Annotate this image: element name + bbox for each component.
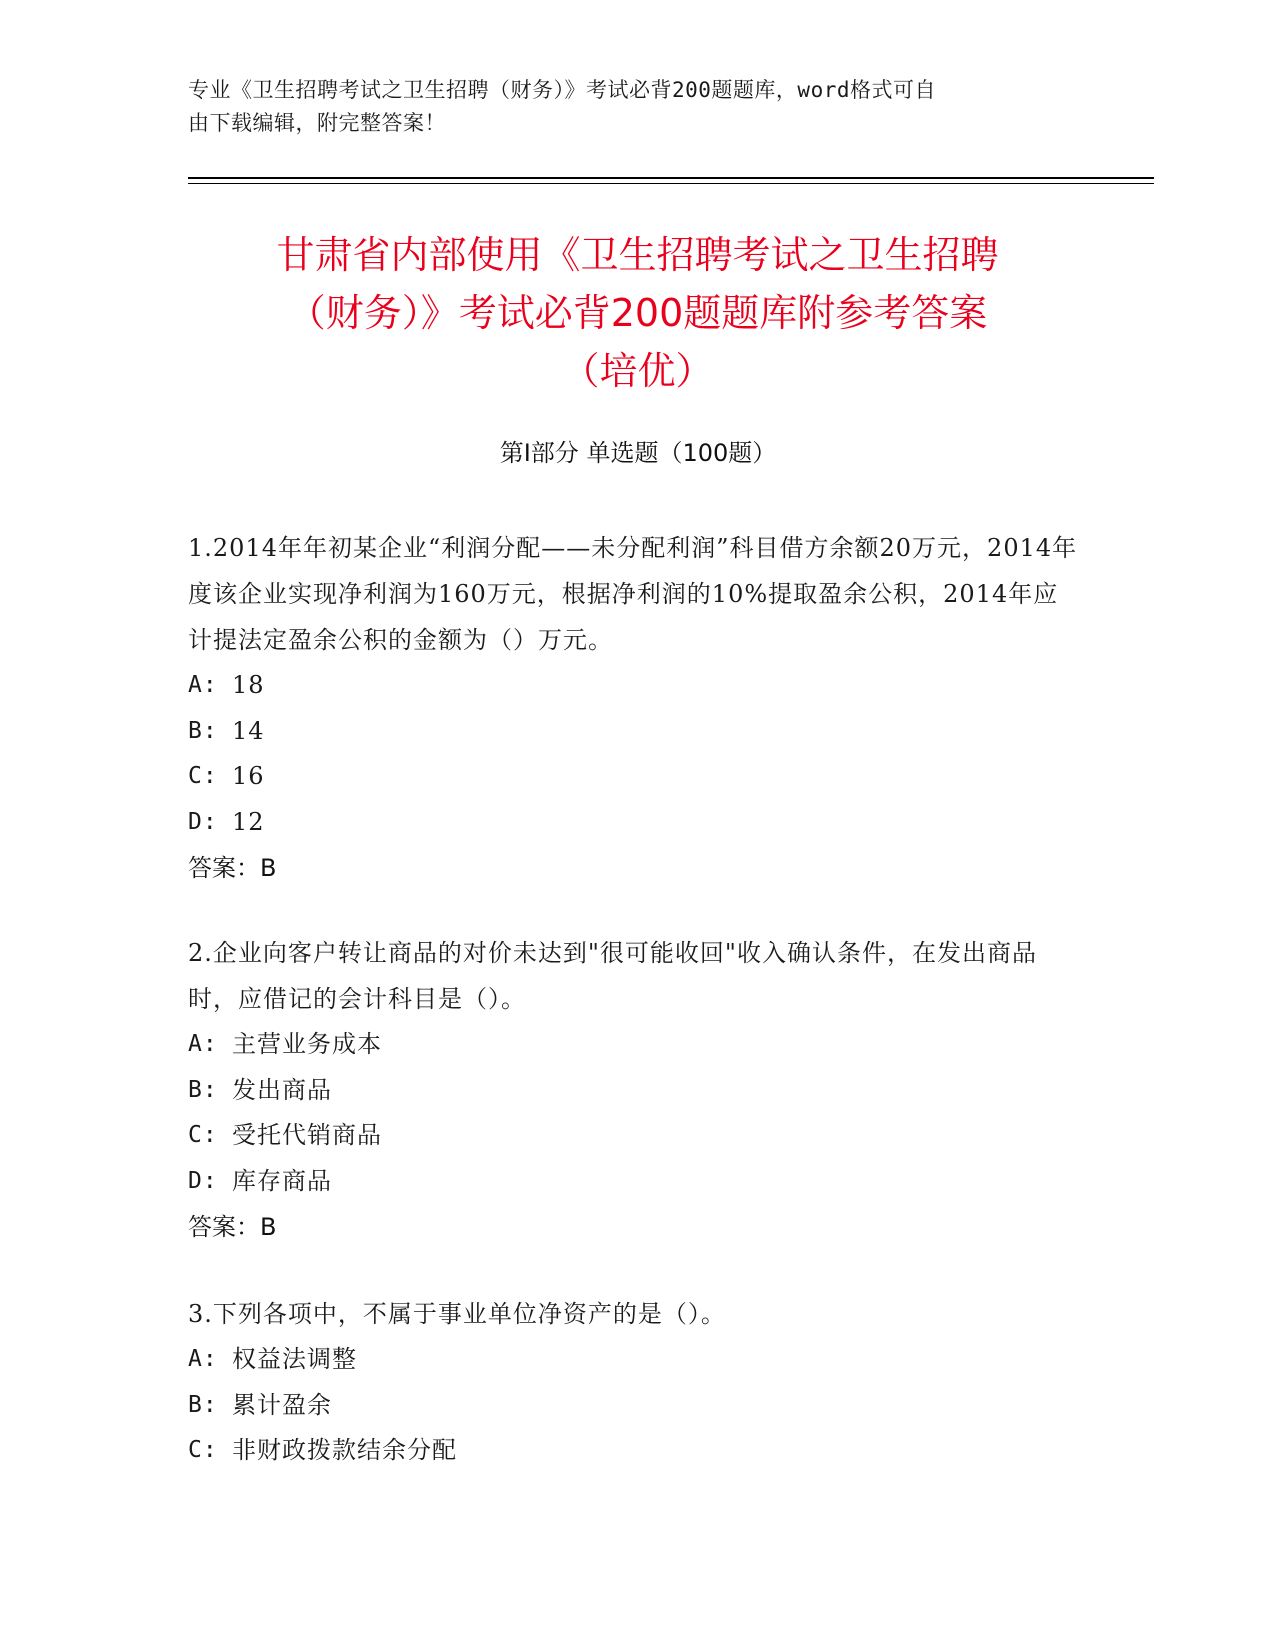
answer-line: 答案：B <box>188 1213 277 1241</box>
option-text: 库存商品 <box>232 1166 332 1195</box>
question-stem: 1.2014年年初某企业“利润分配——未分配利润”科目借方余额20万元，2014年度该企业实现净利润为160万元，根据净利润的10%提取盈余公积，2014年应计提法定盈余公积的金额为（）万元。 <box>188 534 1078 654</box>
option-text: 12 <box>232 807 265 836</box>
section-heading: 第I部分 单选题（100题） <box>499 439 777 467</box>
option-text: 14 <box>232 716 265 745</box>
option-letter: D: <box>188 808 218 835</box>
option-letter: D: <box>188 1167 218 1194</box>
option-b <box>188 1383 1078 1429</box>
question-2 <box>188 930 1078 1250</box>
option-c <box>188 1428 1078 1474</box>
option-b <box>188 1068 1078 1114</box>
option-letter: A: <box>188 1346 218 1372</box>
answer-line: 答案：B <box>188 854 277 882</box>
option-d <box>188 800 1078 846</box>
option-c <box>188 754 1078 800</box>
option-text: 18 <box>232 671 265 699</box>
document-title <box>190 226 1085 400</box>
document-title-line-3: （培优） <box>561 349 714 393</box>
header-note-line-1: 专业《卫生招聘考试之卫生招聘（财务）》考试必背200题题库，word格式可自 <box>188 78 936 102</box>
option-letter: A: <box>188 672 218 698</box>
header-rule-thick <box>188 177 1154 179</box>
question-1 <box>188 525 1078 891</box>
option-c <box>188 1113 1078 1159</box>
option-letter: B: <box>188 1391 218 1418</box>
question-stem: 3.下列各项中，不属于事业单位净资产的是（）。 <box>188 1300 726 1328</box>
question-3 <box>188 1291 1078 1474</box>
header-note-line-2: 由下载编辑，附完整答案！ <box>188 111 446 135</box>
option-letter: A: <box>188 1031 218 1057</box>
option-a <box>188 1337 1078 1383</box>
option-letter: C: <box>188 1437 218 1463</box>
option-a <box>188 663 1078 709</box>
option-letter: B: <box>188 1076 218 1103</box>
option-text: 16 <box>232 762 265 790</box>
header-rule-thin <box>188 183 1154 184</box>
option-text: 主营业务成本 <box>232 1030 382 1058</box>
header-note <box>188 74 1068 140</box>
option-text: 受托代销商品 <box>232 1121 382 1149</box>
option-text: 发出商品 <box>232 1075 332 1104</box>
document-title-line-1: 甘肃省内部使用《卫生招聘考试之卫生招聘 <box>276 233 999 277</box>
document-title-line-2: （财务）》考试必背200题题库附参考答案 <box>287 291 988 335</box>
option-d <box>188 1159 1078 1205</box>
question-stem: 2.企业向客户转让商品的对价未达到"很可能收回"收入确认条件，在发出商品时，应借记的会计科目是（）。 <box>188 939 1037 1013</box>
option-text: 权益法调整 <box>232 1345 357 1373</box>
option-letter: C: <box>188 1122 218 1148</box>
option-a <box>188 1022 1078 1068</box>
option-text: 非财政拨款结余分配 <box>232 1436 457 1464</box>
option-b <box>188 709 1078 755</box>
option-text: 累计盈余 <box>232 1390 332 1419</box>
option-letter: C: <box>188 763 218 789</box>
option-letter: B: <box>188 717 218 744</box>
